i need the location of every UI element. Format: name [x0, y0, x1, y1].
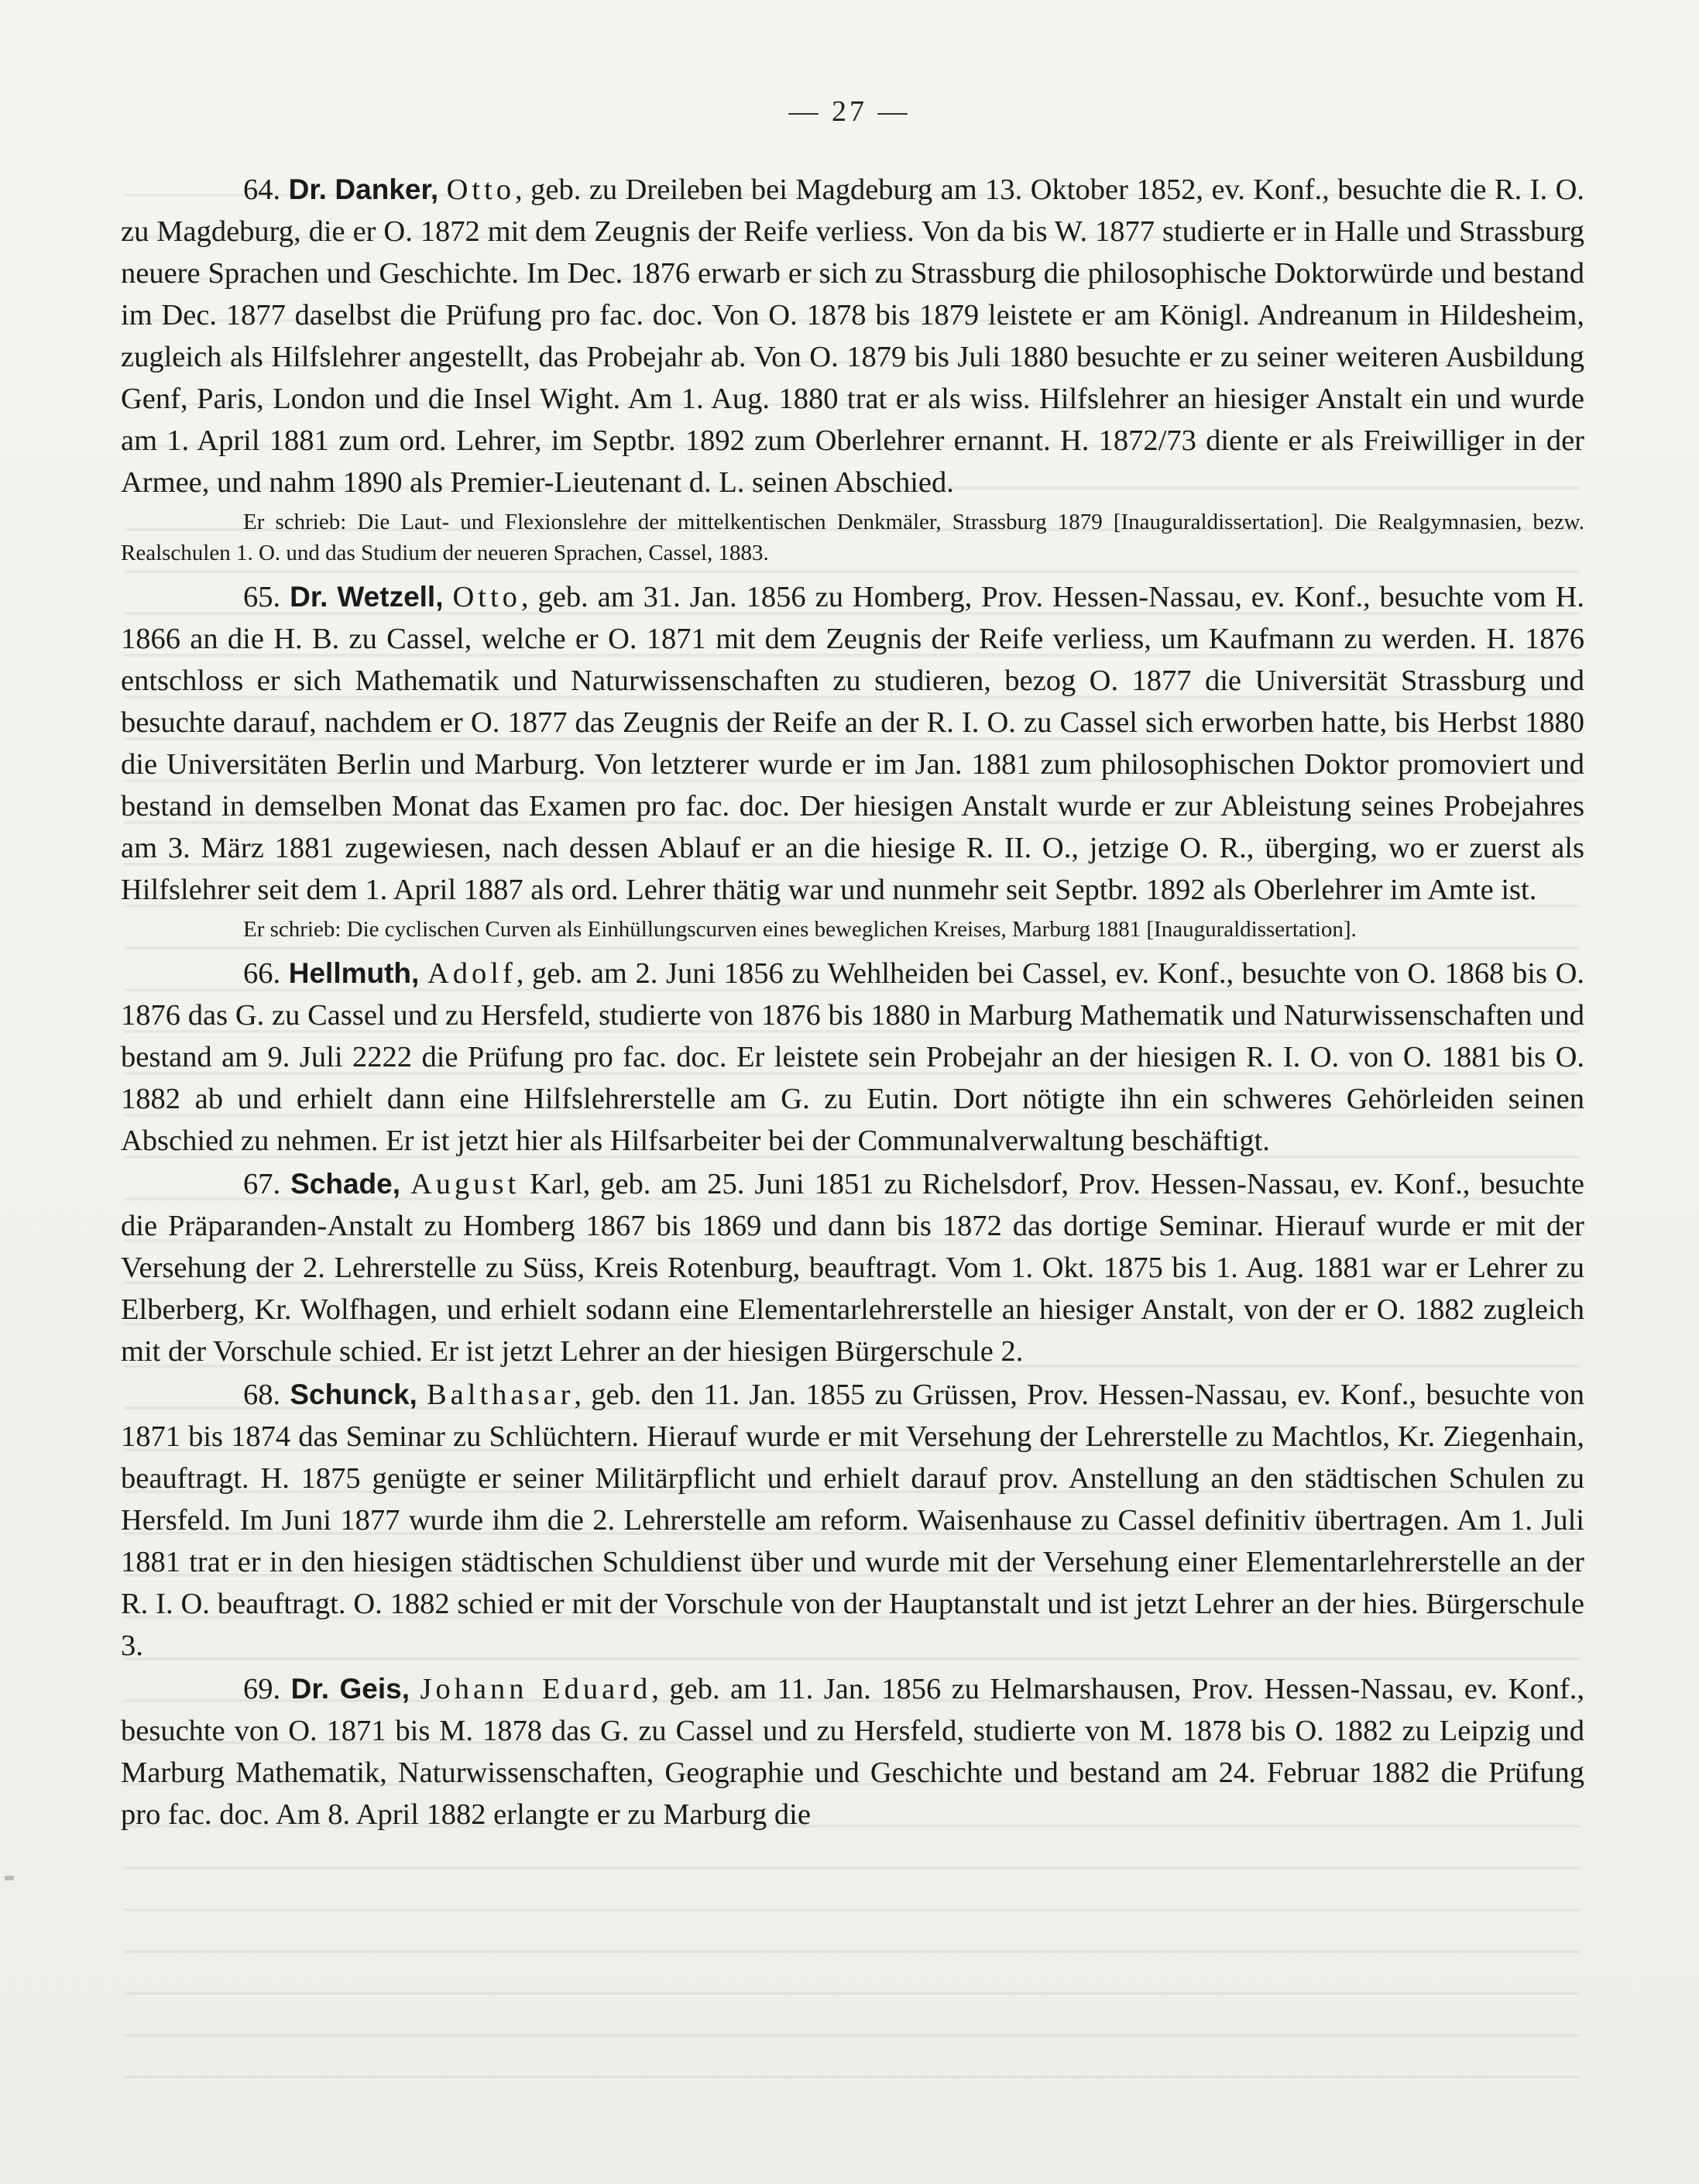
entry-number: 67. — [243, 1168, 281, 1200]
margin-mark — [5, 1876, 14, 1880]
entry-title: Dr. — [290, 581, 328, 613]
entry-given-name: Johann Eduard — [420, 1673, 652, 1705]
entry-65 — [121, 576, 1584, 911]
entry-surname: Danker, — [335, 173, 439, 205]
entry-surname: Geis, — [339, 1673, 410, 1705]
entry-surname: Wetzell, — [337, 581, 444, 613]
entry-text: , geb. zu Dreileben bei Magdeburg am 13. Oktober 1852, ev. Konf., besuchte die R. I. O. zu Magdeburg, die er O. 1872 mit dem Zeugnis der Reife verliess. Von da bis W. 1877 studierte er in Halle und Strassburg neuere Sprachen und Geschichte. Im Dec. 1876 erwarb er sich zu Strassburg die philosophische Doktorwürde und bestand im Dec. 1877 daselbst die Prüfung pro fac. doc. Von O. 1878 bis 1879 leistete er am Königl. Andreanum in Hildesheim, zugleich als Hilfslehrer angestellt, das Probejahr ab. Von O. 1879 bis Juli 1880 besuchte er zu seiner weiteren Ausbildung Genf, Paris, London und die Insel Wight. Am 1. Aug. 1880 trat er als wiss. Hilfslehrer an hiesiger Anstalt ein und wurde am 1. April 1881 zum ord. Lehrer, im Septbr. 1892 zum Oberlehrer ernannt. H. 1872/73 diente er als Freiwilliger in der Armee, und nahm 1890 als Premier-Lieutenant d. L. seinen Abschied. — [121, 173, 1584, 499]
entry-text: , geb. den 11. Jan. 1855 zu Grüssen, Prov. Hessen-Nassau, ev. Konf., besuchte von 1871 bis 1874 das Seminar zu Schlüchtern. Hierauf wurde er mit Versehung der Lehrerstelle zu Machtlos, Kr. Ziegenhain, beauftragt. H. 1875 genügte er seiner Militärpflicht und erhielt darauf prov. Anstellung an den städtischen Schulen zu Hersfeld. Im Juni 1877 wurde ihm die 2. Lehrerstelle am reform. Waisenhause zu Cassel definitiv übertragen. Am 1. Juli 1881 trat er in den hiesigen städtischen Schuldienst über und wurde mit der Versehung einer Elementarlehrerstelle an der R. I. O. beauftragt. O. 1882 schied er mit der Vorschule von der Hauptanstalt und ist jetzt Lehrer an der hies. Bürgerschule 3. — [121, 1379, 1584, 1662]
entry-text: , geb. am 31. Jan. 1856 zu Homberg, Prov. Hessen-Nassau, ev. Konf., besuchte vom H. 1866 an die H. B. zu Cassel, welche er O. 1871 mit dem Zeugnis der Reife verliess, um Kaufmann zu werden. H. 1876 entschloss er sich Mathematik und Naturwissenschaften zu studieren, bezog O. 1877 die Universität Strassburg und besuchte darauf, nachdem er O. 1877 das Zeugnis der Reife an der R. I. O. zu Cassel sich erworben hatte, bis Herbst 1880 die Universitäten Berlin und Marburg. Von letzterer wurde er im Jan. 1881 zum philosophischen Doktor promoviert und bestand in demselben Monat das Examen pro fac. doc. Der hiesigen Anstalt wurde er zur Ableistung seines Probejahres am 3. März 1881 zugewiesen, nach dessen Ablauf er an die hiesige R. II. O., jetzige O. R., überging, wo er zuerst als Hilfslehrer seit dem 1. April 1887 als ord. Lehrer thätig war und nunmehr seit Septbr. 1892 als Oberlehrer im Amte ist. — [121, 581, 1585, 906]
entry-number: 65. — [243, 581, 281, 613]
entry-given-name: Otto — [446, 173, 516, 206]
entry-number: 64. — [243, 173, 281, 206]
entry-surname: Hellmuth, — [288, 957, 420, 989]
entry-66 — [121, 953, 1584, 1162]
page-number: — 27 — — [788, 95, 911, 128]
entry-note: Er schrieb: Die cyclischen Curven als Einhüllungscurven eines beweglichen Kreises, Marburg 1881 [Inauguraldissertation]. — [243, 917, 1357, 942]
entry-title: Dr. — [290, 1673, 329, 1705]
entry-69 — [121, 1668, 1584, 1835]
entry-given-name: August — [410, 1168, 520, 1200]
text-body — [121, 169, 1584, 1837]
entry-given-name: Adolf — [427, 957, 517, 990]
entry-68 — [121, 1374, 1584, 1667]
entry-text: Karl, geb. am 25. Juni 1851 zu Richelsdorf, Prov. Hessen-Nassau, ev. Konf., besuchte die Präparanden-Anstalt zu Homberg 1867 bis 1869 und dann bis 1872 das dortige Seminar. Hierauf wurde er mit der Versehung der 2. Lehrerstelle zu Süss, Kreis Rotenburg, beauftragt. Vom 1. Okt. 1875 bis 1. Aug. 1881 war er Lehrer zu Elberberg, Kr. Wolfhagen, und erhielt sodann eine Elementarlehrerstelle an hiesiger Anstalt, von der er O. 1882 zugleich mit der Vorschule schied. Er ist jetzt Lehrer an der hiesigen Bürgerschule 2. — [121, 1168, 1585, 1368]
entry-67 — [121, 1163, 1584, 1372]
entry-given-name: Otto — [452, 581, 521, 613]
entry-surname: Schunck, — [290, 1379, 417, 1410]
entry-title: Dr. — [288, 173, 327, 205]
entry-note: Er schrieb: Die Laut- und Flexionslehre der mittelkentischen Denkmäler, Strassburg 1879 [Inauguraldissertation]. Die Realgymnasien, bezw. Realschulen 1. O. und das Studium der neueren Sprachen, Cassel, 1883. — [121, 510, 1584, 565]
entry-number: 66. — [243, 957, 281, 990]
entry-text: , geb. am 11. Jan. 1856 zu Helmarshausen, Prov. Hessen-Nassau, ev. Konf., besuchte von O. 1871 bis M. 1878 das G. zu Cassel und zu Hersfeld, studierte von M. 1878 bis O. 1882 zu Leipzig und Marburg Mathematik, Naturwissenschaften, Geographie und Geschichte und bestand am 24. Februar 1882 die Prüfung pro fac. doc. Am 8. April 1882 erlangte er zu Marburg die — [121, 1673, 1585, 1831]
entry-surname: Schade, — [290, 1168, 400, 1200]
entry-text: , geb. am 2. Juni 1856 zu Wehlheiden bei Cassel, ev. Konf., besuchte von O. 1868 bis O. 1876 das G. zu Cassel und zu Hersfeld, studierte von 1876 bis 1880 in Marburg Mathematik und Naturwissenschaften und bestand am 9. Juli 2222 die Prüfung pro fac. doc. Er leistete sein Probejahr an der hiesigen R. I. O. von O. 1881 bis O. 1882 ab und erhielt dann eine Hilfslehrerstelle am G. zu Eutin. Dort nötigte ihn ein schweres Gehörleiden seinen Abschied zu nehmen. Er ist jetzt hier als Hilfsarbeiter bei der Communalverwaltung beschäftigt. — [121, 957, 1585, 1157]
entry-64 — [121, 169, 1584, 503]
entry-number: 68. — [243, 1379, 281, 1411]
entry-given-name: Balthasar — [427, 1379, 575, 1411]
entry-number: 69. — [243, 1673, 281, 1705]
